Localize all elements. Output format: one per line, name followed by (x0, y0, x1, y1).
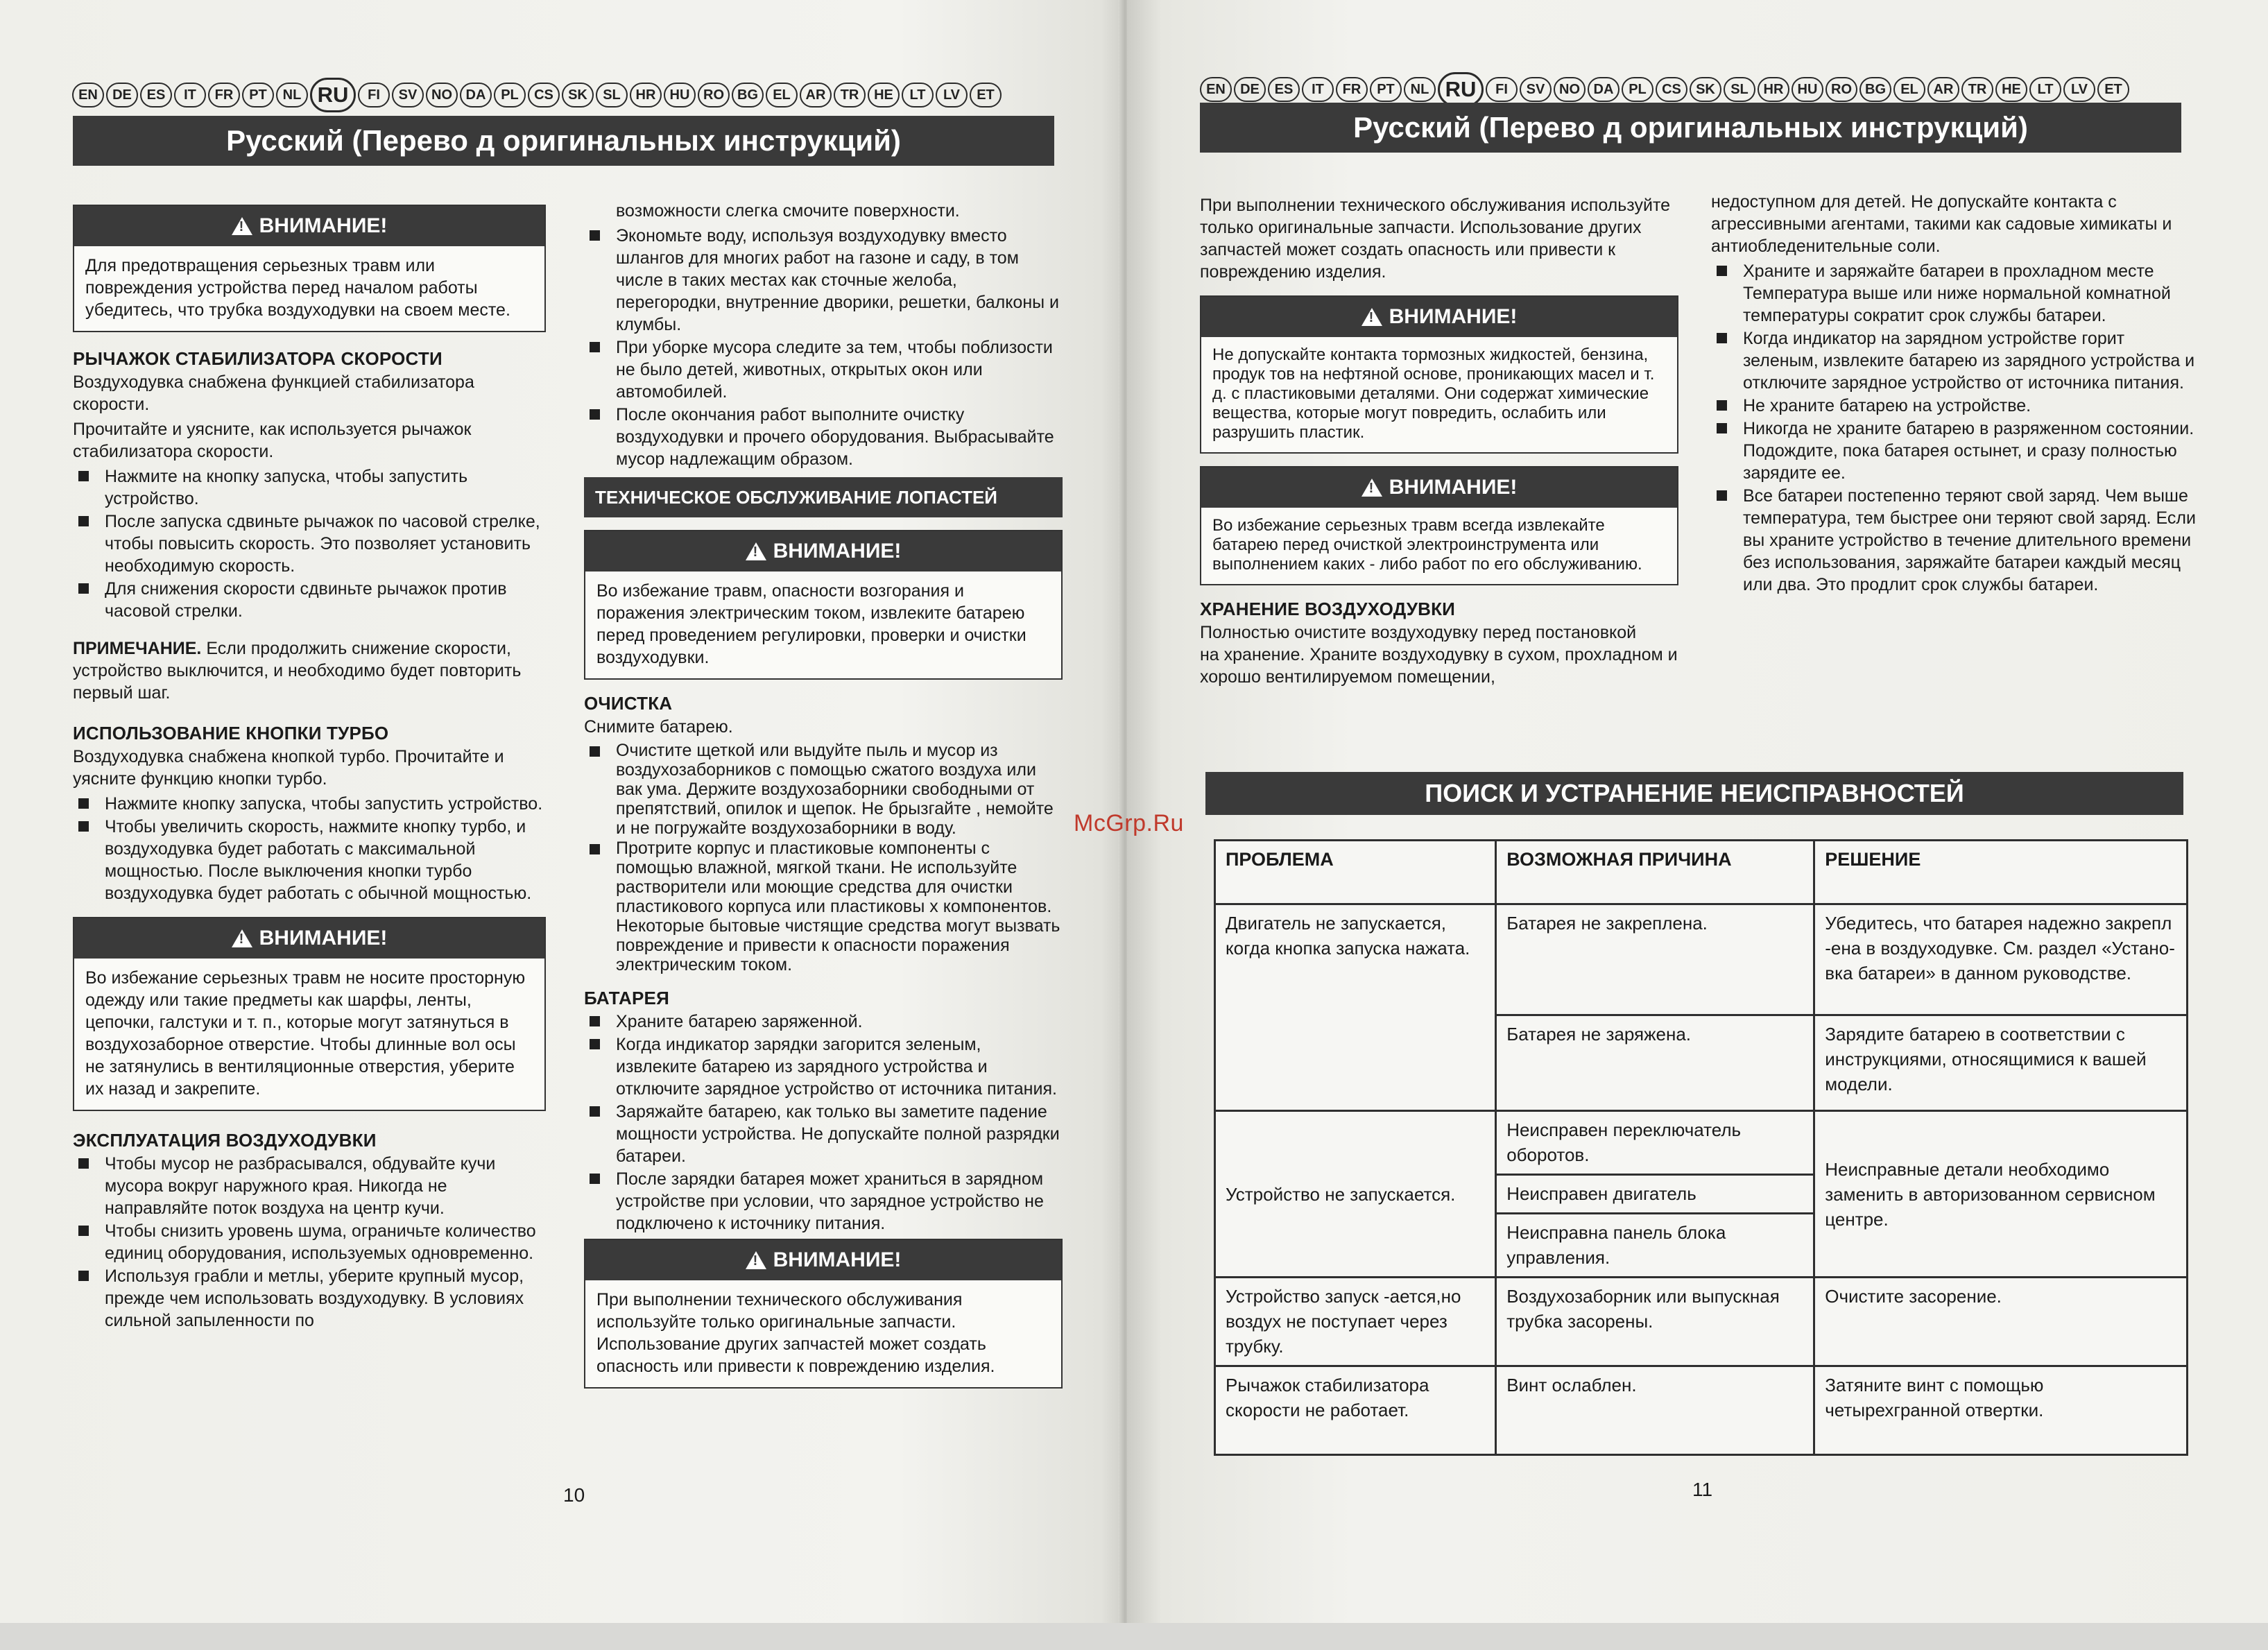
warning-box: ! ВНИМАНИЕ! При выполнении технического обслуживания используйте только оригинальные запчасти. Использование других запчастей может создать опасность или привести к повреждению изделия. (584, 1239, 1063, 1389)
table-cell: Неисправен переключатель оборотов. (1496, 1111, 1814, 1175)
table-cell: Винт ослаблен. (1496, 1366, 1814, 1455)
warning-icon (1361, 479, 1382, 497)
language-pl-tab[interactable]: PL (1622, 77, 1653, 102)
list-item: Никогда не храните батарею в разряженном состоянии. Подождите, пока батарея остынет, и сразу полностью зарядите ее. (1711, 418, 2198, 484)
left-column-1: ! ВНИМАНИЕ! Для предотвращения серьезных травм или повреждения устройства перед началом работы убедитесь, что трубка воздуходувки на своем месте. РЫЧАЖОК СТАБИЛИЗАТОРА СКОРОСТИ Воздуходувка снабжена функцией стабилизатора скорости. Прочитайте и уясните, как используется рычажок стабилизатора скорости. Нажмите на кнопку запуска, чтобы запустить устройство. После запуска сдвиньте рычажок по часовой стрелке, чтобы повысить скорость. Это позволяет установить необходимую скорость. Для снижения скорости сдвиньте рычажок против часовой стрелки. ПРИМЕЧАНИЕ. Если продолжить снижение скорости, устройство выключится, и необходимо будет повторить первый шаг. ИСПОЛЬЗОВАНИЕ КНОПКИ ТУРБО Воздуходувка снабжена кнопкой турбо. Прочитайте и уясните функцию кнопки турбо. Нажмите кнопку запуска, чтобы запустить устройство. Чтобы увеличить скорость, нажмите кнопку турбо, и воздуходувка будет работать с максимальной мощностью. После выключения кнопки турбо воздуходувка будет работать с обычной мощностью. ! ВНИМАНИЕ! Во избежание серьезных травм не носите просторную одежду или такие предметы как шарфы, ленты, цепочки, галстуки и т. п., которые могут затянуться в воздухозаборное отверстие. Чтобы длинные вол осы не затянулись в вентиляционные отверстия, уберите их назад и закрепите. ЭКСПЛУАТАЦИЯ ВОЗДУХОДУВКИ Чтобы мусор не разбрасывался, обдувайте кучи мусора вокруг наружного края. Никогда не направляйте поток воздуха на центр кучи. Чтобы снизить уровень шума, ограничьте количество единиц оборудования, используемых одновременно. Используя грабли и метлы, уберите крупный мусор, прежде чем использовать воздуходувку. В условиях сильной запыленности по (73, 205, 546, 1332)
language-hr-tab[interactable]: HR (630, 83, 662, 108)
language-nl-tab[interactable]: NL (276, 83, 308, 108)
warning-box: ! ВНИМАНИЕ! Во избежание травм, опасности возгорания и поражения электрическим током, извлеките батарею перед проведением регулировки, проверки и очистки воздуходувки. (584, 530, 1063, 680)
list-item: После окончания работ выполните очистку воздуходувки и прочего оборудования. Выбрасывайте мусор надлежащим образом. (584, 404, 1063, 470)
language-nl-tab[interactable]: NL (1404, 77, 1436, 102)
warning-box: ! ВНИМАНИЕ! Во избежание серьезных травм не носите просторную одежду или такие предметы как шарфы, ленты, цепочки, галстуки и т. п., которые могут затянуться в воздухозаборное отверстие. Чтобы длинные вол осы не затянулись в вентиляционные отверстия, уберите их назад и закрепите. (73, 917, 546, 1111)
language-ar-tab[interactable]: AR (1927, 77, 1959, 102)
language-et-tab[interactable]: ET (970, 83, 1002, 108)
list-item: Чтобы мусор не разбрасывался, обдувайте кучи мусора вокруг наружного края. Никогда не направляйте поток воздуха на центр кучи. (73, 1153, 546, 1219)
section-heading: БАТАРЕЯ (584, 988, 669, 1008)
table-row (1215, 1111, 2188, 1175)
language-no-tab[interactable]: NO (426, 83, 458, 108)
language-ro-tab[interactable]: RO (1825, 77, 1857, 102)
language-bg-tab[interactable]: BG (1859, 77, 1891, 102)
language-cs-tab[interactable]: CS (528, 83, 560, 108)
bullet-list (73, 793, 546, 904)
language-es-tab[interactable]: ES (1268, 77, 1300, 102)
table-cell: Неисправные детали необходимо заменить в авторизованном сервисном центре. (1814, 1111, 2188, 1278)
bullet-list (584, 741, 1063, 974)
language-he-tab[interactable]: HE (1995, 77, 2027, 102)
list-item: Для снижения скорости сдвиньте рычажок против часовой стрелки. (73, 578, 546, 622)
language-ru-tab[interactable]: RU (310, 78, 356, 112)
warning-box: ! ВНИМАНИЕ! Не допускайте контакта тормозных жидкостей, бензина, продук тов на нефтяной основе, проникающих масел и т. д. с пластиковыми деталями. Они содержат химические вещества, которые могут повредить, ослабить или разрушить пластик. (1200, 295, 1678, 454)
table-row (1215, 1278, 2188, 1366)
troubleshooting-title: ПОИСК И УСТРАНЕНИЕ НЕИСПРАВНОСТЕЙ (1205, 772, 2183, 815)
language-fr-tab[interactable]: FR (208, 83, 240, 108)
page-number: 10 (563, 1484, 585, 1506)
list-item: Заряжайте батарею, как только вы заметите падение мощности устройства. Не допускайте полной разрядки батареи. (584, 1101, 1063, 1167)
section-heading: ИСПОЛЬЗОВАНИЕ КНОПКИ ТУРБО (73, 723, 389, 744)
list-item: Храните и заряжайте батареи в прохладном месте Температура выше или ниже нормальной комнатной температуры сократит срок службы батареи. (1711, 260, 2198, 327)
left-page (0, 0, 1124, 1623)
language-hu-tab[interactable]: HU (664, 83, 696, 108)
list-item: Когда индикатор зарядки загорится зеленым, извлеките батарею из зарядного устройства и отключите зарядное устройство от источника питания. (584, 1033, 1063, 1100)
language-en-tab[interactable]: EN (1200, 77, 1232, 102)
table-cell: Неисправен двигатель (1496, 1175, 1814, 1214)
section-heading: ЭКСПЛУАТАЦИЯ ВОЗДУХОДУВКИ (73, 1130, 377, 1151)
list-item: Когда индикатор на зарядном устройстве горит зеленым, извлеките батарею из зарядного устройства и отключите зарядное устройство от источника питания. (1711, 327, 2198, 394)
language-es-tab[interactable]: ES (140, 83, 172, 108)
table-cell: Двигатель не запускается, когда кнопка запуска нажата. (1215, 904, 1496, 1111)
language-hr-tab[interactable]: HR (1758, 77, 1789, 102)
language-da-tab[interactable]: DA (1588, 77, 1620, 102)
column-header: РЕШЕНИЕ (1814, 841, 2188, 904)
language-el-tab[interactable]: EL (1893, 77, 1925, 102)
right-column-2: недоступном для детей. Не допускайте контакта с агрессивными агентами, такими как садовые химикаты и антиобледенительные соли. Храните и заряжайте батареи в прохладном месте Температура выше или ниже нормальной комнатной температуры сократит срок службы батареи. Когда индикатор на зарядном устройстве горит зеленым, извлеките батарею из зарядного устройства и отключите зарядное устройство от источника питания. Не храните батарею на устройстве. Никогда не храните батарею в разряженном состоянии. Подождите, пока батарея остынет, и сразу полностью зарядите ее. Все батареи постепенно теряют свой заряд. Чем выше температура, тем быстрее они теряют свой заряд. Если вы храните устройство в течение длительного времени без использования, заряжайте батареи каждый месяц или два. Это продлит срок службы батареи. (1711, 191, 2198, 596)
warning-box: ! ВНИМАНИЕ! Для предотвращения серьезных травм или повреждения устройства перед началом работы убедитесь, что трубка воздуходувки на своем месте. (73, 205, 546, 332)
language-cs-tab[interactable]: CS (1656, 77, 1687, 102)
left-column-2: возможности слегка смочите поверхности. Экономьте воду, используя воздуходувку вместо шлангов для многих работ на газоне и саду, в том числе в таких местах как сточные желоба, перегородки, внутренние дворики, решетки, балконы и клумбы. При уборке мусора следите за тем, чтобы поблизости не было детей, животных, открытых окон или автомобилей. После окончания работ выполните очистку воздуходувки и прочего оборудования. Выбрасывайте мусор надлежащим образом. ТЕХНИЧЕСКОЕ ОБСЛУЖИВАНИЕ ЛОПАСТЕЙ ! ВНИМАНИЕ! Во избежание травм, опасности возгорания и поражения электрическим током, извлеките батарею перед проведением регулировки, проверки и очистки воздуходувки. ОЧИСТКА Снимите батарею. Очистите щеткой или выдуйте пыль и мусор из воздухозаборников с помощью сжатого воздуха или вак ума. Держите воздухозаборники свободными от препятствий, опилок и щепок. Не брызгайте , немойте и не погружайте воздухозаборники в воду. Протрите корпус и пластиковые компоненты с помощью влажной, мягкой ткани. Не используйте растворители или моющие средства для очистки пластикового корпуса или пластиковы х компонентов. Некоторые бытовые чистящие средства могут вызвать повреждение и привести к опасности поражения электрическим током. БАТАРЕЯ Храните батарею заряженной. Когда индикатор зарядки загорится зеленым, извлеките батарею из зарядного устройства и отключите зарядное устройство от источника питания. Заряжайте батарею, как только вы заметите падение мощности устройства. Не допускайте полной разрядки батареи. После зарядки батарея может храниться в зарядном устройстве при условии, что зарядное устройство не подключено к источнику питания. ! ВНИМАНИЕ! При выполнении технического обслуживания используйте только оригинальные запчасти. Использование других запчастей может создать опасность или привести к повреждению изделия. (584, 200, 1063, 1401)
language-it-tab[interactable]: IT (174, 83, 206, 108)
list-item: Очистите щеткой или выдуйте пыль и мусор из воздухозаборников с помощью сжатого воздуха или вак ума. Держите воздухозаборники свободными от препятствий, опилок и щепок. Не брызгайте , немойте и не погружайте воздухозаборники в воду. (584, 741, 1063, 838)
list-item: Не храните батарею на устройстве. (1711, 395, 2198, 417)
bullet-list (73, 1153, 546, 1332)
language-da-tab[interactable]: DA (460, 83, 492, 108)
table-row (1215, 904, 2188, 1015)
language-lt-tab[interactable]: LT (902, 83, 934, 108)
language-tr-tab[interactable]: TR (1961, 77, 1993, 102)
language-de-tab[interactable]: DE (106, 83, 138, 108)
section-heading: РЫЧАЖОК СТАБИЛИЗАТОРА СКОРОСТИ (73, 348, 443, 369)
table-row (1215, 1366, 2188, 1455)
language-ar-tab[interactable]: AR (800, 83, 832, 108)
language-fi-tab[interactable]: FI (358, 83, 390, 108)
section-bar: ТЕХНИЧЕСКОЕ ОБСЛУЖИВАНИЕ ЛОПАСТЕЙ (584, 477, 1063, 517)
troubleshooting-table (1214, 839, 2188, 1456)
list-item: Нажмите кнопку запуска, чтобы запустить устройство. (73, 793, 546, 815)
language-no-tab[interactable]: NO (1554, 77, 1586, 102)
language-tr-tab[interactable]: TR (834, 83, 866, 108)
language-sl-tab[interactable]: SL (596, 83, 628, 108)
table-cell: Устройство запуск -ается,но воздух не поступает через трубку. (1215, 1278, 1496, 1366)
language-sk-tab[interactable]: SK (1690, 77, 1721, 102)
note: ПРИМЕЧАНИЕ. Если продолжить снижение скорости, устройство выключится, и необходимо будет повторить первый шаг. (73, 639, 522, 703)
table-cell: Батарея не заряжена. (1496, 1015, 1814, 1111)
column-header: ПРОБЛЕМА (1215, 841, 1496, 904)
section-heading: ОЧИСТКА (584, 693, 673, 714)
table-cell: Устройство не запускается. (1215, 1111, 1496, 1278)
language-lv-tab[interactable]: LV (936, 83, 968, 108)
language-sv-tab[interactable]: SV (392, 83, 424, 108)
right-column-1: При выполнении технического обслуживания используйте только оригинальные запчасти. Использование других запчастей может создать опасность или привести к повреждению изделия. ! ВНИМАНИЕ! Не допускайте контакта тормозных жидкостей, бензина, продук тов на нефтяной основе, проникающих масел и т. д. с пластиковыми деталями. Они содержат химические вещества, которые могут повредить, ослабить или разрушить пластик. ! ВНИМАНИЕ! Во избежание серьезных травм всегда извлекайте батарею перед очисткой электроинструмента или выполнением каких - либо работ по его обслуживанию. ХРАНЕНИЕ ВОЗДУХОДУВКИ Полностью очистите воздуходувку перед постановкой на хранение. Храните воздуходувку в сухом, прохладном и хорошо вентилируемом помещении, (1200, 194, 1678, 691)
language-fi-tab[interactable]: FI (1486, 77, 1518, 102)
language-selector (72, 78, 1002, 112)
language-sk-tab[interactable]: SK (562, 83, 594, 108)
language-he-tab[interactable]: HE (868, 83, 900, 108)
language-pt-tab[interactable]: PT (1370, 77, 1402, 102)
warning-icon (232, 929, 252, 947)
warning-icon (746, 542, 766, 560)
warning-icon (1361, 308, 1382, 326)
language-selector (1200, 72, 2129, 107)
list-item: Используя грабли и метлы, уберите крупный мусор, прежде чем использовать воздуходувку. В условиях сильной запыленности по (73, 1265, 546, 1332)
bullet-list (584, 1011, 1063, 1235)
column-header: ВОЗМОЖНАЯ ПРИЧИНА (1496, 841, 1814, 904)
page-title: Русский (Перево д оригинальных инструкций) (1200, 103, 2181, 153)
warning-icon (746, 1251, 766, 1269)
language-ro-tab[interactable]: RO (698, 83, 730, 108)
language-fr-tab[interactable]: FR (1336, 77, 1368, 102)
language-en-tab[interactable]: EN (72, 83, 104, 108)
section-heading: ХРАНЕНИЕ ВОЗДУХОДУВКИ (1200, 599, 1456, 619)
list-item: Протрите корпус и пластиковые компоненты с помощью влажной, мягкой ткани. Не используйте растворители или моющие средства для очистки пластикового корпуса или пластиковы х компонентов. Некоторые бытовые чистящие средства могут вызвать повреждение и привести к опасности поражения электрическим током. (584, 839, 1063, 974)
list-item: После запуска сдвиньте рычажок по часовой стрелке, чтобы повысить скорость. Это позволяет установить необходимую скорость. (73, 510, 546, 577)
table-header-row (1215, 841, 2188, 904)
page-number: 11 (1692, 1479, 1713, 1500)
list-item: После зарядки батарея может храниться в зарядном устройстве при условии, что зарядное устройство не подключено к источнику питания. (584, 1168, 1063, 1235)
bullet-list (584, 225, 1063, 470)
warning-box: ! ВНИМАНИЕ! Во избежание серьезных травм всегда извлекайте батарею перед очисткой электроинструмента или выполнением каких - либо работ по его обслуживанию. (1200, 466, 1678, 585)
list-item: Экономьте воду, используя воздуходувку вместо шлангов для многих работ на газоне и саду, в том числе в таких местах как сточные желоба, перегородки, внутренние дворики, решетки, балконы и клумбы. (584, 225, 1063, 336)
list-item: Все батареи постепенно теряют свой заряд. Чем выше температура, тем быстрее они теряют свой заряд. Если вы храните устройство в течение длительного времени без использования, заряжайте батареи каждый месяц или два. Это продлит срок службы батареи. (1711, 485, 2198, 596)
watermark: McGrp.Ru (1074, 810, 1184, 836)
warning-icon (232, 217, 252, 235)
table-cell: Неисправна панель блока управления. (1496, 1214, 1814, 1278)
right-page (1127, 0, 2268, 1623)
language-ru-tab[interactable]: RU (1438, 72, 1484, 107)
language-lt-tab[interactable]: LT (2029, 77, 2061, 102)
language-et-tab[interactable]: ET (2097, 77, 2129, 102)
language-lv-tab[interactable]: LV (2063, 77, 2095, 102)
bullet-list (1711, 260, 2198, 596)
language-pt-tab[interactable]: PT (242, 83, 274, 108)
table-cell: Рычажок стабилизатора скорости не работает. (1215, 1366, 1496, 1455)
language-hu-tab[interactable]: HU (1792, 77, 1823, 102)
list-item: Чтобы увеличить скорость, нажмите кнопку турбо, и воздуходувка будет работать с максимальной мощностью. После выключения кнопки турбо воздуходувка будет работать с обычной мощностью. (73, 816, 546, 904)
list-item: Чтобы снизить уровень шума, ограничьте количество единиц оборудования, используемых одновременно. (73, 1220, 546, 1264)
language-sl-tab[interactable]: SL (1724, 77, 1755, 102)
table-cell: Зарядите батарею в соответствии с инструкциями, относящимися к вашей модели. (1814, 1015, 2188, 1111)
table-cell: Затяните винт с помощью четырехгранной отвертки. (1814, 1366, 2188, 1455)
language-bg-tab[interactable]: BG (732, 83, 764, 108)
table-cell: Батарея не закреплена. (1496, 904, 1814, 1015)
language-pl-tab[interactable]: PL (494, 83, 526, 108)
list-item: При уборке мусора следите за тем, чтобы поблизости не было детей, животных, открытых окон или автомобилей. (584, 336, 1063, 403)
page-title: Русский (Перево д оригинальных инструкций) (73, 116, 1054, 166)
language-it-tab[interactable]: IT (1302, 77, 1334, 102)
table-cell: Убедитесь, что батарея надежно закрепл -ена в воздуходувке. См. раздел «Устано-вка батареи» в данном руководстве. (1814, 904, 2188, 1015)
language-de-tab[interactable]: DE (1234, 77, 1266, 102)
language-sv-tab[interactable]: SV (1520, 77, 1552, 102)
list-item: Нажмите на кнопку запуска, чтобы запустить устройство. (73, 465, 546, 510)
table-cell: Очистите засорение. (1814, 1278, 2188, 1366)
bullet-list (73, 465, 546, 622)
table-cell: Воздухозаборник или выпускная трубка засорены. (1496, 1278, 1814, 1366)
list-item: Храните батарею заряженной. (584, 1011, 1063, 1033)
language-el-tab[interactable]: EL (766, 83, 798, 108)
